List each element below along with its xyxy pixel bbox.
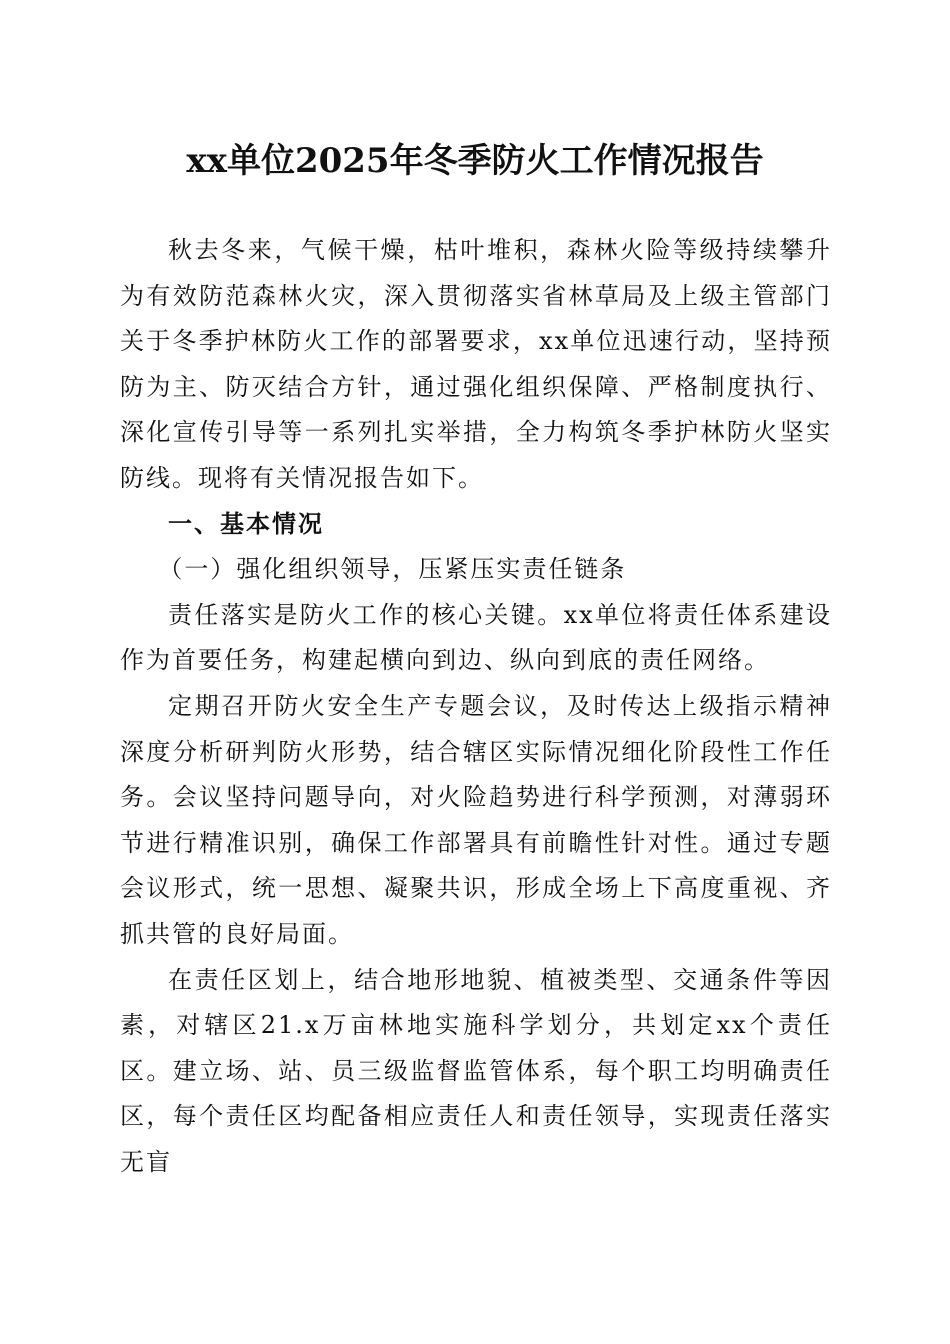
section-heading: 一、基本情况 [168,509,324,538]
subsection-heading: （一）强化组织领导，压紧压实责任链条 [158,555,627,584]
body-paragraph: 责任落实是防火工作的核心关键。xx单位将责任体系建设作为首要任务，构建起横向到边、纵向到底的责任网络。 [120,600,832,675]
intro-paragraph: 秋去冬来，气候干燥，枯叶堆积，森林火险等级持续攀升为有效防范森林火灾，深入贯彻落实省林草局及上级主管部门关于冬季护林防火工作的部署要求，xx单位迅速行动，坚持预防为主、防灭结合方针，通过强化组织保障、严格制度执行、深化宣传引导等一系列扎实举措，全力构筑冬季护林防火坚实防线。现将有关情况报告如下。 [120,236,832,492]
body-paragraph: 定期召开防火安全生产专题会议，及时传达上级指示精神深度分析研判防火形势，结合辖区实际情况细化阶段性工作任务。会议坚持问题导向，对火险趋势进行科学预测，对薄弱环节进行精准识别，确保工作部署具有前瞻性针对性。通过专题会议形式，统一思想、凝聚共识，形成全场上下高度重视、齐抓共管的良好局面。 [120,691,832,948]
body-paragraph: 在责任区划上，结合地形地貌、植被类型、交通条件等因素，对辖区21.x万亩林地实施科学划分，共划定xx个责任区。建立场、站、员三级监督监管体系，每个职工均明确责任区，每个责任区均配备相应责任人和责任领导，实现责任落实无盲 [120,965,832,1176]
document-body [120,228,832,1185]
document-title: xx单位2025年冬季防火工作情况报告 [186,141,764,181]
